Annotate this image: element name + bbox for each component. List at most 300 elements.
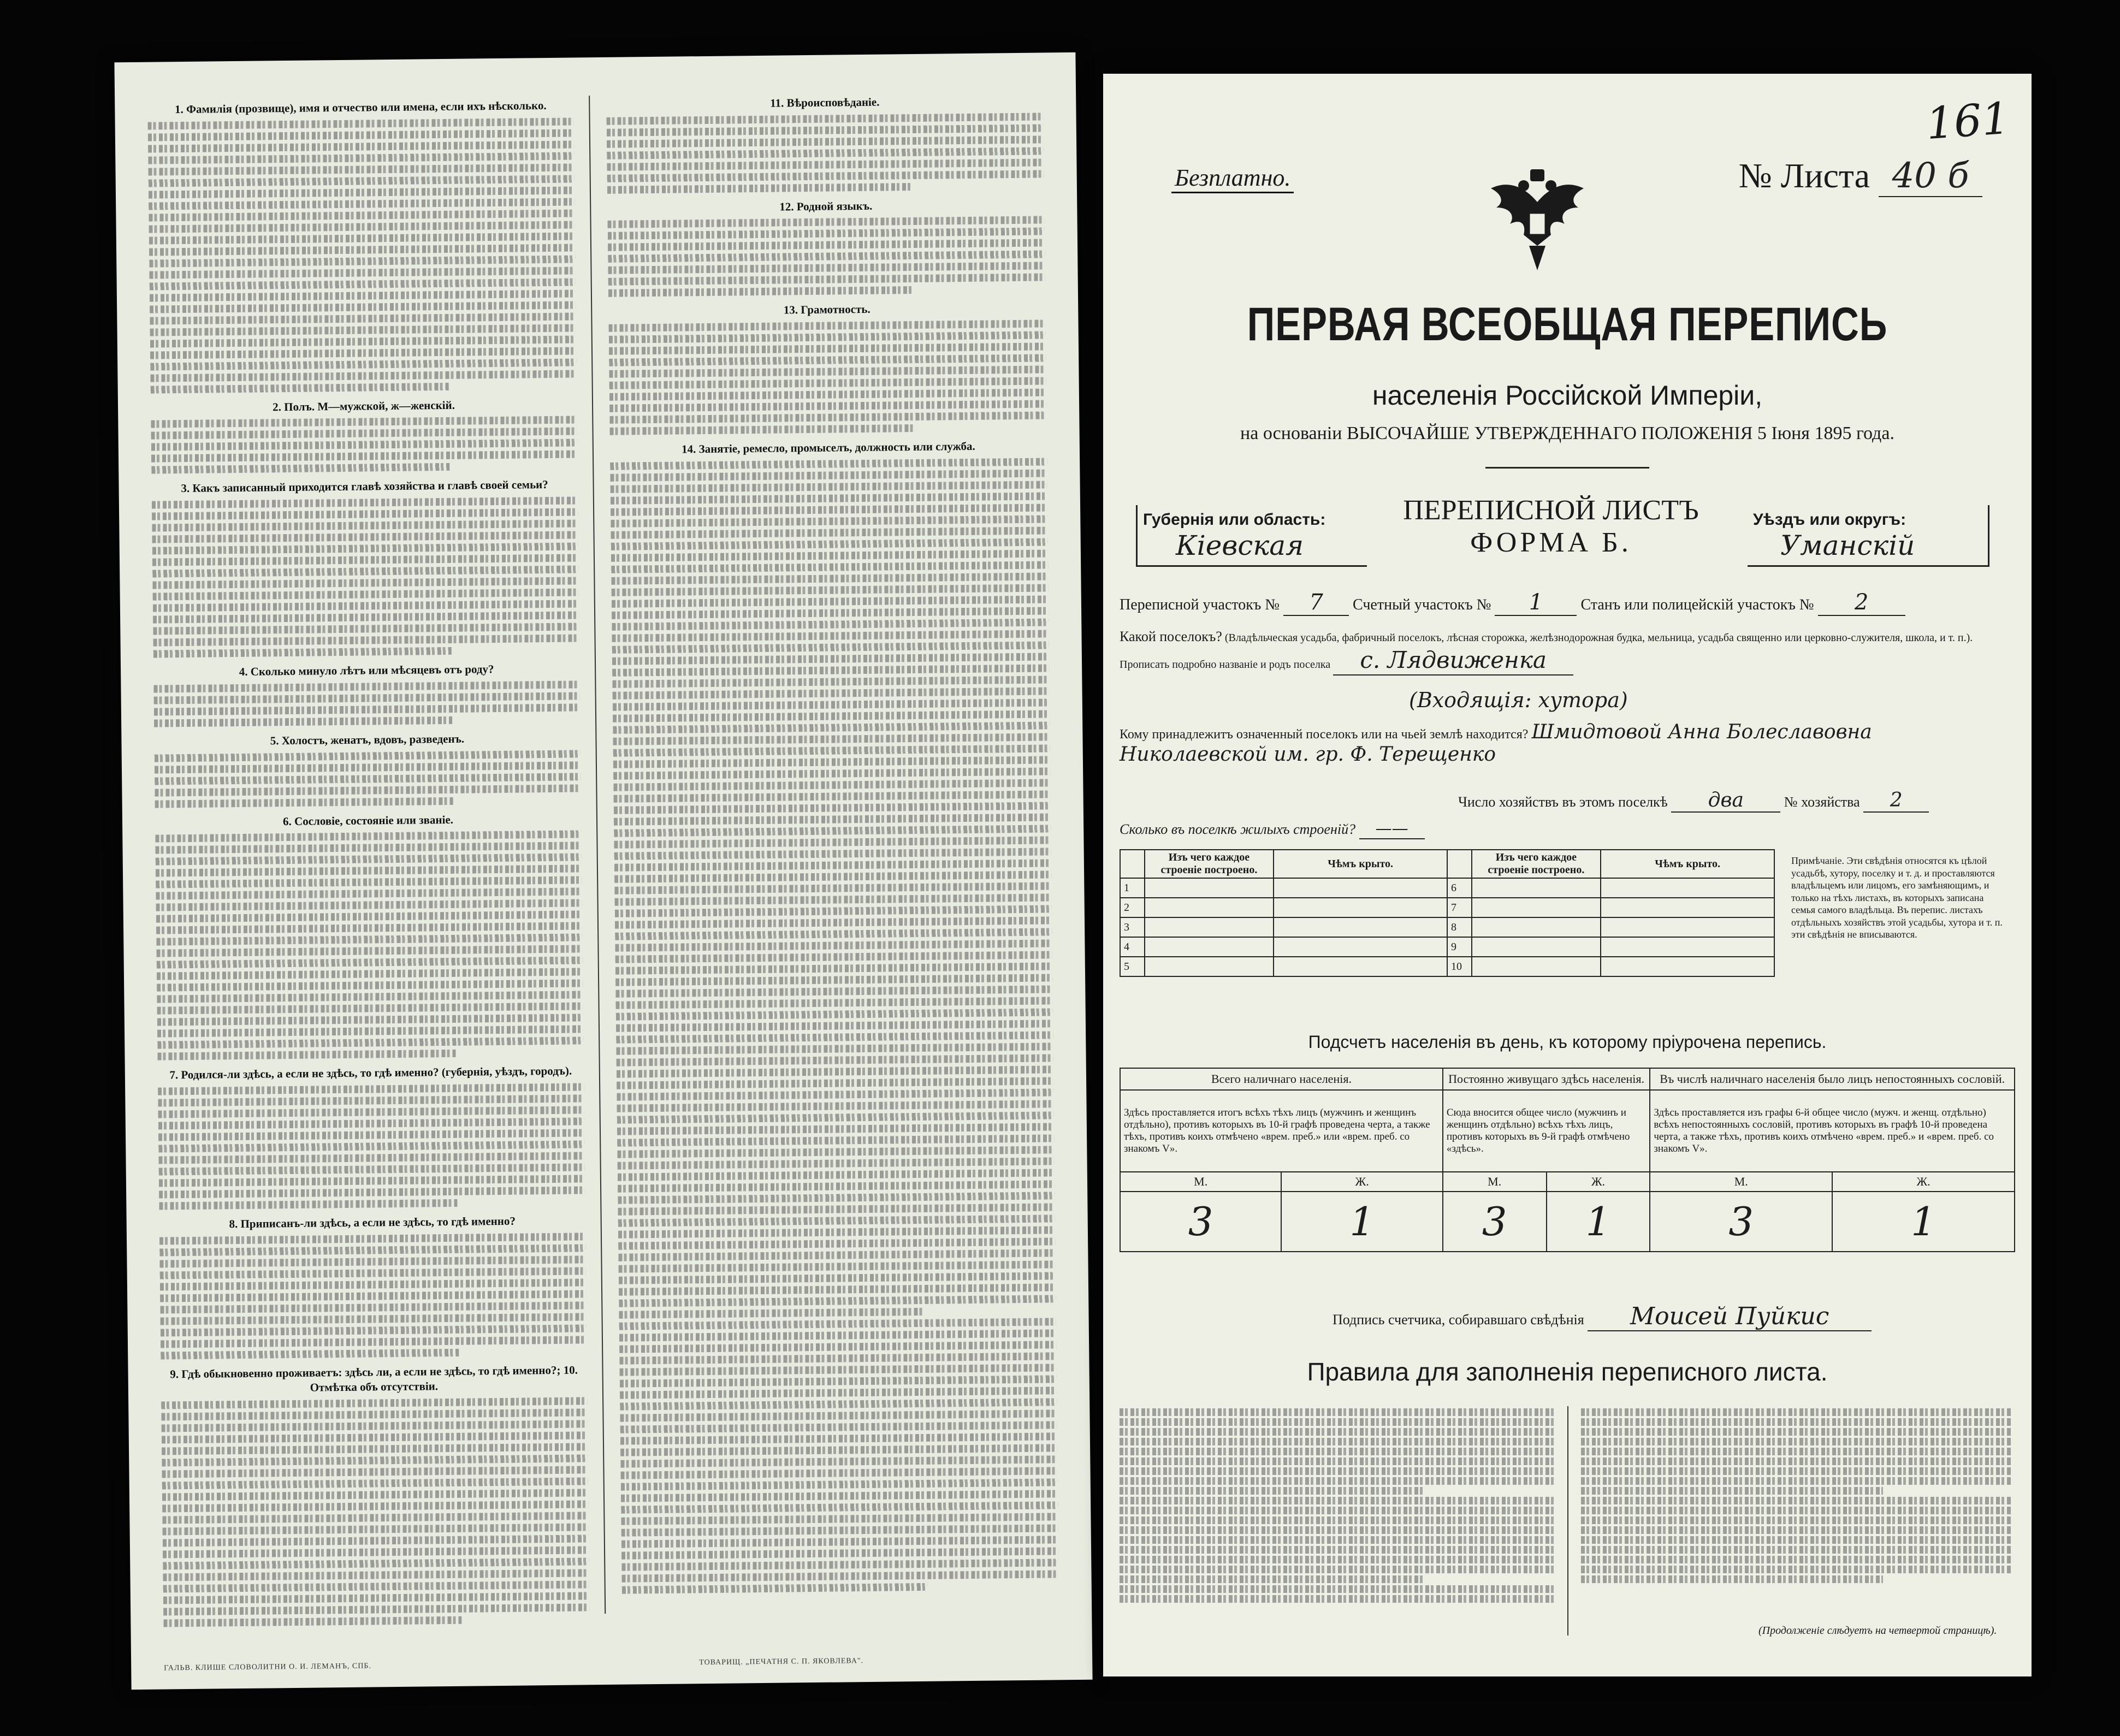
building-roof-cell xyxy=(1601,937,1774,957)
building-row xyxy=(1120,898,1774,917)
text-line xyxy=(615,905,1052,917)
bt-header-roof-right: Чѣмъ крыто. xyxy=(1601,850,1774,878)
text-line xyxy=(156,911,582,923)
text-line xyxy=(609,354,1046,366)
text-line xyxy=(617,1123,1054,1135)
text-line xyxy=(621,1559,1058,1571)
households-value: два xyxy=(1671,789,1780,813)
text-line xyxy=(609,366,1046,378)
count-title: Подсчетъ населенія въ день, къ которому пріурочена перепись. xyxy=(1308,1032,1827,1052)
buildings-table xyxy=(1120,849,1775,977)
text-line xyxy=(613,687,1050,699)
text-line xyxy=(615,974,1052,986)
text-line xyxy=(615,893,1052,905)
text-line xyxy=(614,870,1051,882)
text-line xyxy=(161,1397,587,1409)
signature-row xyxy=(1333,1302,1872,1331)
text-line xyxy=(1581,1477,2012,1485)
text-line xyxy=(1120,1585,1556,1593)
text-line xyxy=(611,561,1048,573)
section-title: 7. Родился-ли здѣсь, а если не здѣсь, то гдѣ именно? (губернія, уѣздъ, городъ). xyxy=(169,1064,572,1082)
stan-value: 2 xyxy=(1818,590,1905,616)
count-value-permanent-f: 1 xyxy=(1547,1192,1650,1252)
sheet-number-label: № Листа xyxy=(1738,156,1870,195)
building-row-number: 7 xyxy=(1447,898,1472,917)
text-line xyxy=(159,1186,585,1198)
text-line xyxy=(162,1466,588,1478)
text-line xyxy=(613,744,1050,756)
text-line xyxy=(157,1003,583,1015)
owner-row xyxy=(1120,721,2026,766)
text-line xyxy=(619,1308,925,1319)
text-line xyxy=(149,186,575,198)
perep-uchastok-label: Переписной участокъ № xyxy=(1120,596,1280,613)
text-line xyxy=(149,175,575,187)
text-line xyxy=(611,549,1048,561)
text-line xyxy=(621,1547,1058,1559)
text-line xyxy=(615,951,1052,963)
text-line xyxy=(616,1042,1053,1054)
section-title: 6. Сословіе, состояніе или званіе. xyxy=(282,813,454,828)
text-line xyxy=(155,797,453,808)
text-line xyxy=(608,274,1045,286)
building-material-cell xyxy=(1472,937,1601,957)
text-line xyxy=(156,945,582,957)
text-line xyxy=(152,577,578,589)
text-line xyxy=(148,163,574,175)
text-line xyxy=(151,416,577,428)
text-line xyxy=(149,232,575,244)
text-line xyxy=(1581,1448,2012,1455)
text-line xyxy=(613,710,1050,722)
text-line xyxy=(158,1129,584,1141)
text-line xyxy=(154,703,580,715)
text-line xyxy=(153,612,579,624)
text-line xyxy=(156,922,582,934)
text-line xyxy=(620,1455,1057,1467)
section-title: 3. Какъ записанный приходится главѣ хозяйства и главѣ своей семьи? xyxy=(181,478,548,495)
buildings-row xyxy=(1120,819,1425,839)
section-title: 2. Полъ. М—мужской, ж—женскій. xyxy=(273,398,455,414)
text-line xyxy=(150,358,576,370)
text-line xyxy=(618,1157,1055,1169)
text-line xyxy=(163,1558,589,1570)
text-line xyxy=(156,899,582,911)
text-line xyxy=(607,124,1044,136)
text-line xyxy=(161,1336,587,1348)
text-line xyxy=(616,997,1053,1009)
building-material-cell xyxy=(1472,898,1601,917)
section-title: 9. Гдѣ обыкновенно проживаетъ: здѣсь ли, а если не здѣсь, то гдѣ именно?; 10. Отмѣтка объ отсутствіи. xyxy=(170,1363,578,1395)
text-line xyxy=(163,1535,589,1547)
text-line xyxy=(163,1604,589,1616)
text-line xyxy=(158,1083,584,1095)
text-line xyxy=(1581,1566,2012,1573)
building-row xyxy=(1120,917,1774,937)
text-line xyxy=(611,503,1047,516)
form-name: ФОРМА Б. xyxy=(1470,527,1632,558)
text-line xyxy=(618,1192,1055,1204)
text-line xyxy=(615,985,1052,997)
guberniya-label: Губернія или область: xyxy=(1143,511,1326,529)
building-material-cell xyxy=(1472,957,1601,976)
text-line xyxy=(622,1583,928,1594)
text-line xyxy=(162,1420,588,1432)
buildings-label: Сколько въ поселкѣ жилыхъ строеній? xyxy=(1120,821,1356,837)
stan-label: Станъ или полицейскій участокъ № xyxy=(1580,596,1814,613)
text-line xyxy=(1120,1418,1556,1426)
text-line xyxy=(150,289,576,301)
text-line xyxy=(620,1409,1057,1421)
count-desc-permanent: Сюда вносится общее число (мужчинъ и женщинъ отдѣльно) всѣхъ тѣхъ лицъ, противъ которыхъ въ 9-й графѣ отмѣчено «здѣсь». xyxy=(1443,1090,1650,1172)
text-line xyxy=(620,1375,1057,1387)
text-line xyxy=(150,312,576,324)
text-line xyxy=(1120,1566,1556,1573)
text-line xyxy=(150,301,576,313)
text-line xyxy=(153,623,579,635)
sheet-number xyxy=(1739,156,1982,197)
right-page xyxy=(1103,74,2032,1676)
text-line xyxy=(163,1581,589,1593)
text-line xyxy=(162,1501,588,1513)
text-line xyxy=(162,1432,588,1444)
text-line xyxy=(156,854,582,866)
text-line xyxy=(609,377,1046,389)
text-line xyxy=(615,939,1052,951)
text-line xyxy=(152,566,578,578)
text-line xyxy=(1581,1467,2012,1475)
text-line xyxy=(1120,1477,1556,1485)
text-line xyxy=(621,1478,1058,1490)
count-sub-f: Ж. xyxy=(1832,1172,2015,1192)
text-line xyxy=(161,1409,587,1421)
bt-header-material-right: Изъ чего каждое строеніе построено. xyxy=(1472,850,1601,878)
population-table xyxy=(1120,1068,2015,1252)
text-line xyxy=(157,1026,583,1038)
count-sub-f: Ж. xyxy=(1281,1172,1442,1192)
text-line xyxy=(157,1014,583,1026)
count-desc-total: Здѣсь проставляется итогъ всѣхъ тѣхъ лицъ (мужчинъ и женщинъ отдѣльно), противъ которыхъ въ 10-й графѣ проведена черта, а также тѣхъ, противъ коихъ отмѣчено «врем. преб.» или «врем. преб. со знакомъ V». xyxy=(1120,1090,1443,1172)
text-line xyxy=(151,439,577,451)
count-col-permanent: Постоянно живущаго здѣсь населенія. xyxy=(1443,1068,1650,1090)
text-line xyxy=(618,1203,1055,1215)
building-roof-cell xyxy=(1601,917,1774,937)
text-line xyxy=(150,335,576,347)
schet-uchastok-value: 1 xyxy=(1495,590,1577,616)
text-line xyxy=(618,1237,1055,1249)
building-material-cell xyxy=(1472,917,1601,937)
text-line xyxy=(621,1570,1058,1582)
building-material-cell xyxy=(1145,898,1274,917)
text-line xyxy=(1581,1428,2012,1436)
free-label: Безплатно. xyxy=(1171,164,1294,193)
text-line xyxy=(158,1140,584,1152)
text-line xyxy=(162,1489,588,1501)
count-value-total-f: 1 xyxy=(1281,1192,1442,1252)
households-label: Число хозяйствъ въ этомъ поселкѣ xyxy=(1458,794,1668,810)
poselok-row xyxy=(1120,628,2015,676)
text-line xyxy=(608,228,1045,240)
guberniya-value: Кіевская xyxy=(1176,530,1304,561)
left-column-1 xyxy=(147,90,589,1631)
printer-note-left: ГАЛЬВ. КЛИШЕ СЛОВОЛИТНИ О. И. ЛЕМАНЪ, СПБ. xyxy=(164,1662,372,1673)
text-line xyxy=(148,117,574,129)
text-line xyxy=(617,1100,1053,1112)
text-line xyxy=(1581,1536,2012,1544)
text-line xyxy=(155,773,581,785)
text-line xyxy=(1581,1418,2012,1426)
text-line xyxy=(614,848,1051,860)
text-line xyxy=(1581,1497,2012,1504)
text-line xyxy=(148,152,574,164)
text-line xyxy=(1581,1408,2012,1416)
text-line xyxy=(613,698,1050,710)
text-line xyxy=(1120,1575,1425,1583)
text-line xyxy=(1581,1487,1883,1495)
text-line xyxy=(148,140,574,152)
text-line xyxy=(618,1226,1055,1238)
text-line xyxy=(163,1569,589,1581)
text-line xyxy=(619,1283,1056,1295)
rules-divider xyxy=(1567,1406,1568,1636)
text-line xyxy=(614,813,1051,825)
text-line xyxy=(158,1117,584,1129)
text-line xyxy=(615,962,1052,974)
text-line xyxy=(148,129,574,141)
building-material-cell xyxy=(1145,937,1274,957)
building-row-number: 9 xyxy=(1447,937,1472,957)
text-line xyxy=(1581,1556,2012,1563)
poselok-extra: (Входящія: хутора) xyxy=(1409,688,1628,712)
text-line xyxy=(614,836,1051,848)
text-line xyxy=(149,209,575,221)
text-line xyxy=(612,676,1049,688)
bt-header-roof-left: Чѣмъ крыто. xyxy=(1274,850,1447,878)
text-line xyxy=(162,1512,588,1524)
building-roof-cell xyxy=(1601,878,1774,898)
count-value-permanent-m: 3 xyxy=(1443,1192,1547,1252)
text-line xyxy=(149,198,575,210)
text-line xyxy=(620,1364,1057,1376)
text-line xyxy=(618,1169,1055,1181)
text-line xyxy=(157,980,583,992)
text-line xyxy=(612,630,1049,642)
text-line xyxy=(611,515,1047,527)
building-row-number: 2 xyxy=(1120,898,1145,917)
text-line xyxy=(152,508,578,520)
text-line xyxy=(607,112,1044,125)
count-col-nonpermanent: Въ числѣ наличнаго населенія было лицъ непостоянныхъ сословій. xyxy=(1650,1068,2015,1090)
form-heading xyxy=(1398,494,1704,559)
text-line xyxy=(1120,1595,1556,1603)
text-line xyxy=(160,1278,586,1290)
text-line xyxy=(1581,1546,2012,1554)
divider xyxy=(1485,467,1649,469)
text-line xyxy=(157,1037,583,1049)
text-line xyxy=(153,600,579,612)
text-line xyxy=(152,497,578,509)
text-line xyxy=(614,790,1051,802)
text-line xyxy=(1120,1438,1556,1445)
text-line xyxy=(157,991,583,1003)
count-sub-f: Ж. xyxy=(1547,1172,1650,1192)
double-headed-eagle-emblem xyxy=(1485,164,1589,273)
owner-label: Кому принадлежитъ означенный поселокъ или на чьей землѣ находится? xyxy=(1120,727,1529,742)
text-line xyxy=(1120,1507,1556,1514)
text-line xyxy=(155,761,581,773)
text-line xyxy=(608,286,914,297)
count-sub-m: М. xyxy=(1120,1172,1281,1192)
text-line xyxy=(620,1421,1057,1433)
text-line xyxy=(160,1290,586,1302)
building-row-number: 10 xyxy=(1447,957,1472,976)
owner-value: Шмидтовой Анна Болеславовна Николаевской им. гр. Ф. Терещенко xyxy=(1120,721,1872,766)
text-line xyxy=(159,1233,585,1245)
building-row-number: 1 xyxy=(1120,878,1145,898)
building-row xyxy=(1120,937,1774,957)
text-line xyxy=(613,779,1050,791)
text-line xyxy=(149,266,575,279)
text-line xyxy=(1581,1457,2012,1465)
text-line xyxy=(153,589,579,601)
column-divider xyxy=(589,96,606,1614)
text-line xyxy=(157,957,583,969)
building-roof-cell xyxy=(1274,917,1447,937)
note: Примѣчаніе. Эти свѣдѣнія относятся къ цѣлой усадьбѣ, хутору, поселку и т. д. и проставляются владѣльцемъ или лицомъ, его замѣняющимъ, и только на тѣхъ листахъ, въ которыхъ записана семья самого владѣльца. Въ перепис. листахъ отдѣльныхъ хозяйствъ этой усадьбы, хутора и т. п. эти свѣдѣнія не вписываются. xyxy=(1791,855,2003,940)
building-row xyxy=(1120,878,1774,898)
text-line xyxy=(1120,1536,1556,1544)
text-line xyxy=(1120,1457,1556,1465)
text-line xyxy=(609,389,1046,401)
text-line xyxy=(612,664,1049,676)
count-desc-nonpermanent: Здѣсь проставляется изъ графы 6-й общее число (мужч. и женщ. отдѣльно) всѣхъ непостоянныхъ сословій, противъ которыхъ въ графѣ 10-й проведена черта, а также тѣхъ, противъ коихъ отмѣчено «врем. преб.» и «врем. преб. со знакомъ V». xyxy=(1650,1090,2015,1172)
text-line xyxy=(151,451,577,463)
sheet-number-value: 40 б xyxy=(1879,156,1982,197)
rules-column-1 xyxy=(1120,1406,1556,1605)
building-row xyxy=(1120,957,1774,976)
text-line xyxy=(1581,1438,2012,1445)
text-line xyxy=(611,538,1048,550)
text-line xyxy=(607,158,1044,170)
text-line xyxy=(152,531,578,543)
text-line xyxy=(150,278,576,290)
text-line xyxy=(163,1524,589,1536)
text-line xyxy=(613,721,1050,733)
text-line xyxy=(607,135,1044,147)
text-line xyxy=(159,1175,585,1187)
text-line xyxy=(151,463,449,474)
poselok-hint: (Владѣльческая усадьба, фабричный поселокъ, лѣсная сторожка, желѣзнодорожная будка, мельница, усадьба священно или церковно-служителя, школа, и т. п.). Прописать подробно названіе и родъ поселка xyxy=(1120,632,1973,671)
text-line xyxy=(156,865,582,877)
text-line xyxy=(616,1031,1053,1043)
text-line xyxy=(612,618,1049,630)
text-line xyxy=(161,1349,459,1360)
section-title: 12. Родной языкъ. xyxy=(779,199,873,214)
text-line xyxy=(621,1501,1058,1513)
text-line xyxy=(617,1077,1053,1089)
text-line xyxy=(619,1318,1056,1330)
text-line xyxy=(613,756,1050,768)
text-line xyxy=(612,641,1049,653)
text-line xyxy=(610,458,1047,470)
count-sub-m: М. xyxy=(1650,1172,1832,1192)
text-line xyxy=(613,767,1050,779)
text-line xyxy=(619,1329,1056,1341)
text-line xyxy=(158,1106,584,1118)
text-line xyxy=(162,1443,588,1455)
text-line xyxy=(155,842,581,854)
text-line xyxy=(612,607,1049,619)
text-line xyxy=(163,1592,589,1604)
uchastok-row xyxy=(1120,590,2021,616)
text-line xyxy=(159,1199,457,1210)
text-line xyxy=(151,428,577,440)
text-line xyxy=(619,1295,1056,1307)
text-line xyxy=(620,1432,1057,1444)
census-basis: на основаніи ВЫСОЧАЙШЕ УТВЕРЖДЕННАГО ПОЛОЖЕНІЯ 5 Іюня 1895 года. xyxy=(1240,423,1894,443)
text-line xyxy=(609,412,1046,424)
text-line xyxy=(158,1094,584,1106)
text-line xyxy=(617,1111,1054,1123)
text-line xyxy=(1120,1516,1556,1524)
building-row-number: 5 xyxy=(1120,957,1145,976)
text-line xyxy=(163,1616,461,1627)
text-line xyxy=(154,716,452,727)
text-line xyxy=(608,262,1045,274)
bt-header-material-left: Изъ чего каждое строеніе построено. xyxy=(1145,850,1274,878)
text-line xyxy=(163,1547,589,1559)
perep-uchastok-value: 7 xyxy=(1283,590,1349,616)
uezd-label: Уѣздъ или округъ: xyxy=(1753,511,1906,529)
continuation-note: (Продолженіе слѣдуетъ на четвертой страницѣ). xyxy=(1758,1625,1997,1637)
text-line xyxy=(155,750,581,762)
text-line xyxy=(614,859,1051,871)
text-line xyxy=(1581,1516,2012,1524)
text-line xyxy=(149,221,575,233)
count-value-nonpermanent-m: 3 xyxy=(1650,1192,1832,1252)
text-line xyxy=(154,692,580,704)
text-line xyxy=(616,1008,1053,1020)
section-title: 11. Вѣроисповѣданіе. xyxy=(770,95,880,110)
section-title: 14. Занятіе, ремесло, промыселъ, должность или служба. xyxy=(681,439,975,456)
text-line xyxy=(1120,1448,1556,1455)
text-line xyxy=(150,370,576,382)
text-line xyxy=(1120,1526,1556,1534)
poselok-label: Какой поселокъ? xyxy=(1120,629,1222,644)
text-line xyxy=(617,1065,1053,1077)
text-line xyxy=(612,653,1049,665)
text-line xyxy=(157,1050,455,1060)
form-title: ПЕРЕПИСНОЙ ЛИСТЪ xyxy=(1403,495,1699,526)
text-line xyxy=(619,1260,1056,1272)
text-line xyxy=(158,1152,584,1164)
text-line xyxy=(1120,1546,1556,1554)
count-value-total-m: 3 xyxy=(1120,1192,1281,1252)
buildings-value: —— xyxy=(1359,819,1425,839)
text-line xyxy=(607,170,1044,182)
text-line xyxy=(608,239,1045,251)
signature-label: Подпись счетчика, собиравшаго свѣдѣнія xyxy=(1333,1312,1584,1328)
text-line xyxy=(609,331,1046,343)
text-line xyxy=(609,343,1046,355)
building-material-cell xyxy=(1145,917,1274,937)
text-line xyxy=(150,347,576,359)
text-line xyxy=(614,882,1051,894)
text-line xyxy=(612,595,1049,607)
text-line xyxy=(619,1341,1056,1353)
text-line xyxy=(617,1134,1054,1146)
text-line xyxy=(161,1313,587,1325)
